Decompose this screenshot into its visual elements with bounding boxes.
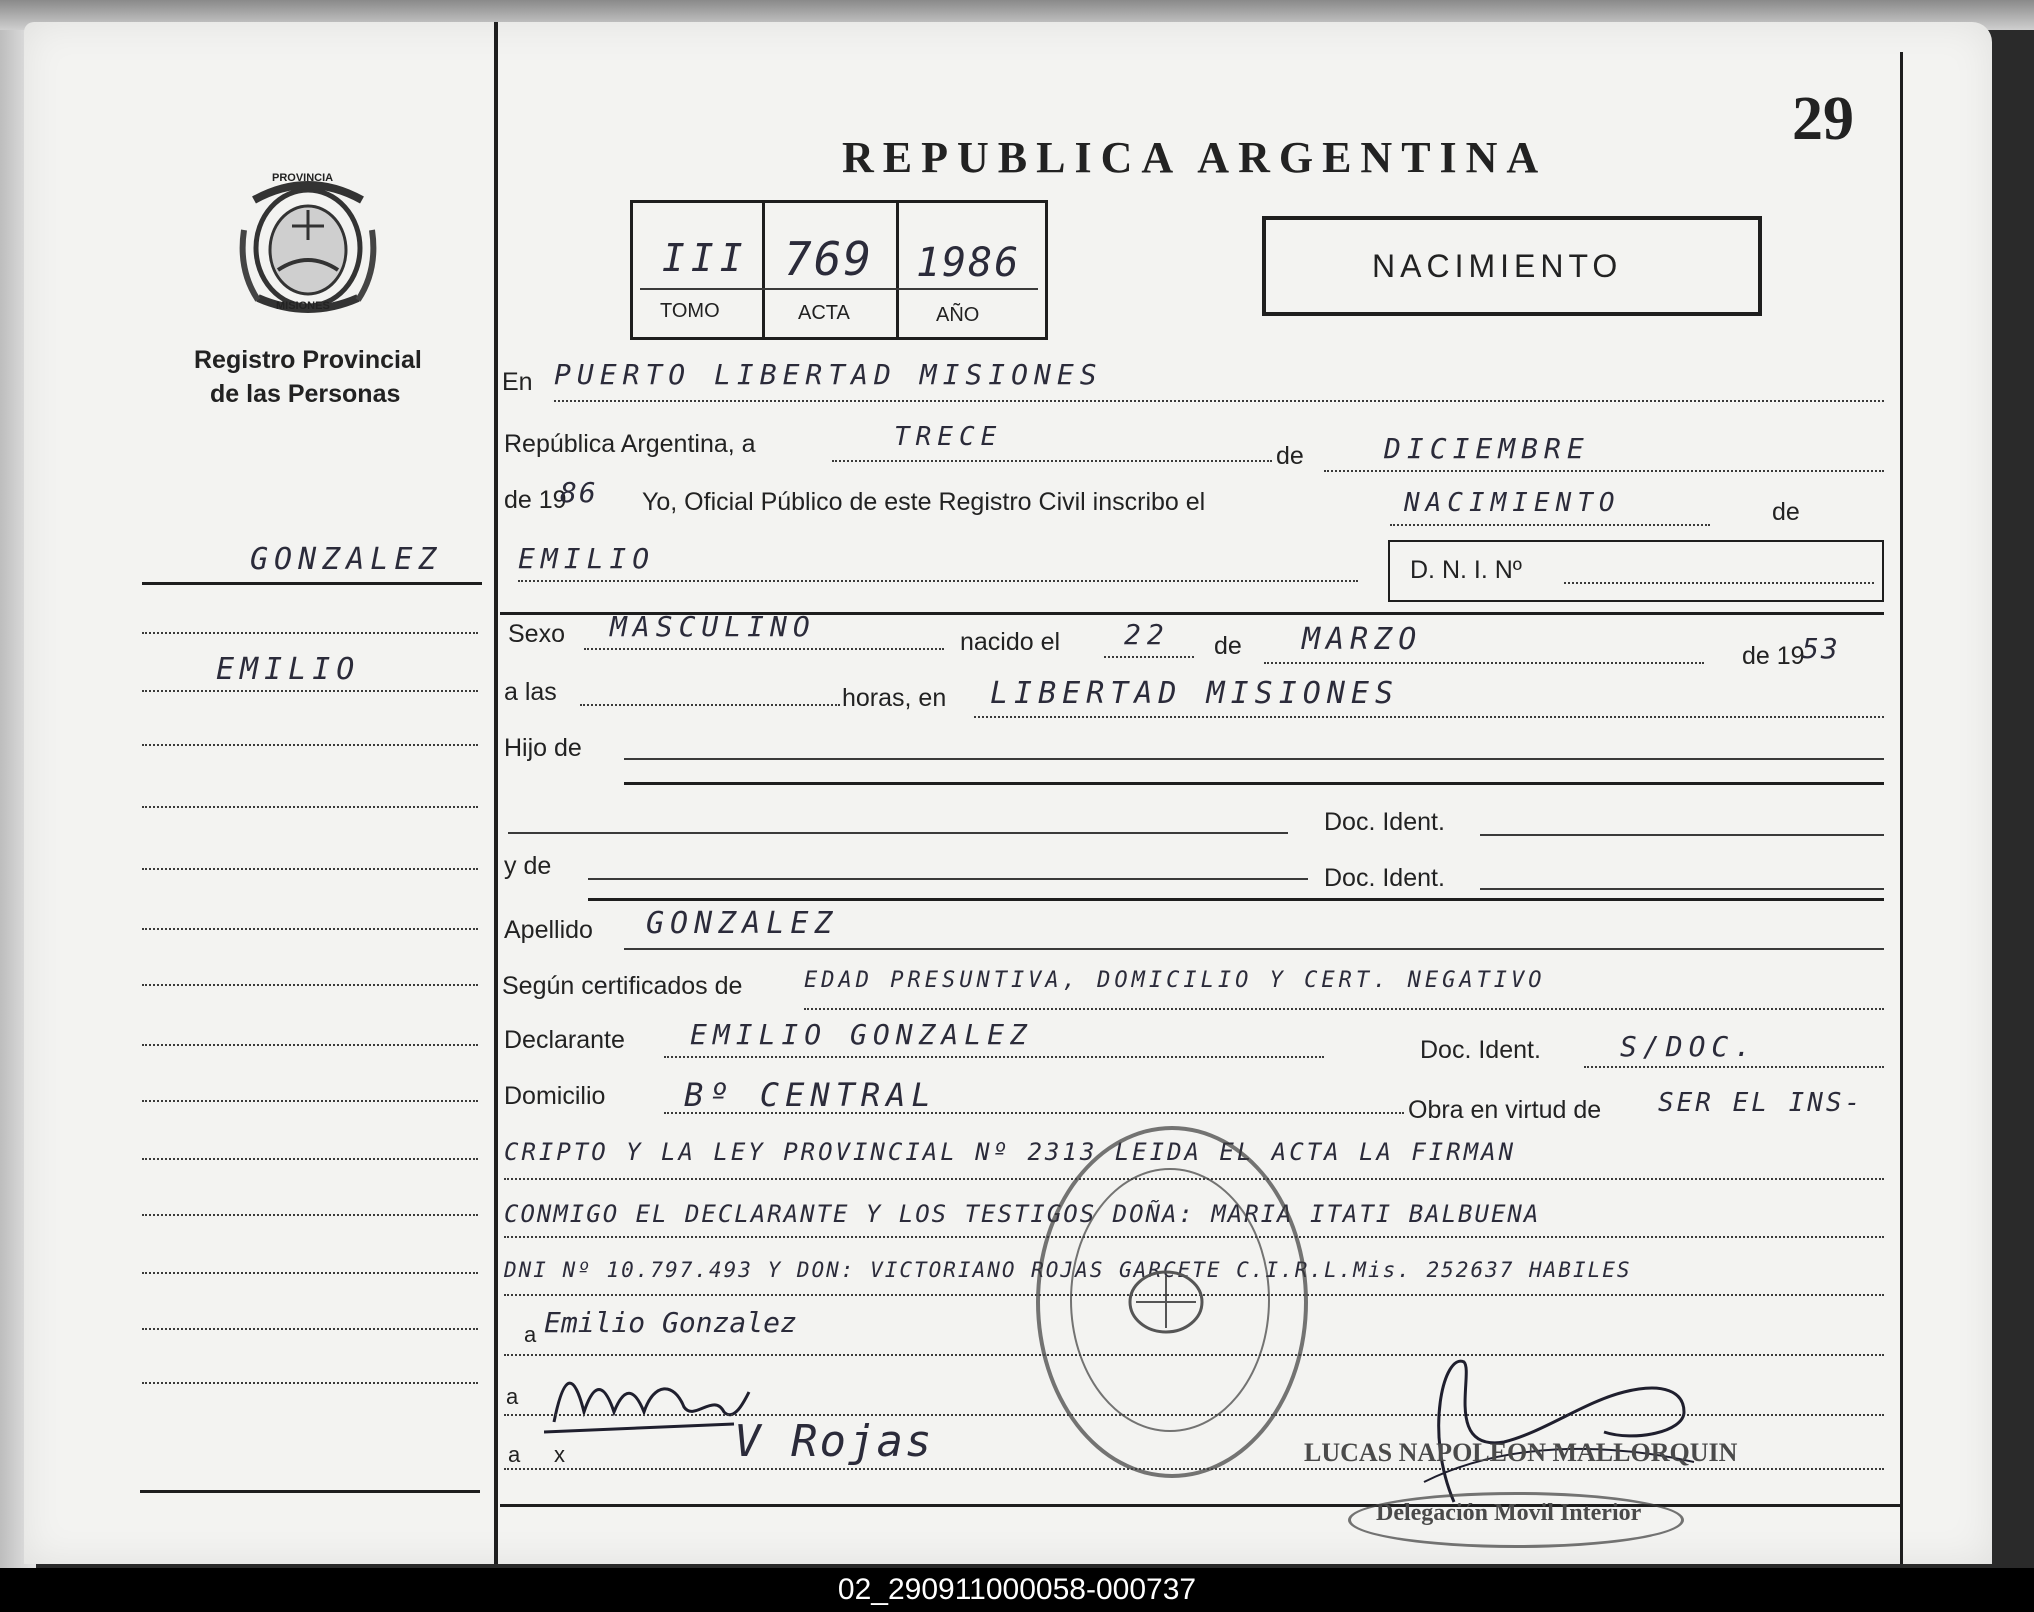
republica-label: República Argentina, a [504,430,756,458]
declarante-doc-value: S/DOC. [1620,1030,1758,1063]
parent2-line [588,878,1308,880]
day-line [832,460,1272,462]
left-line-8 [142,1044,478,1046]
en-value: PUERTO LIBERTAD MISIONES [554,358,1103,391]
dni-label: D. N. I. Nº [1410,556,1522,584]
tomo-label: TOMO [660,300,720,322]
a-las-label: a las [504,678,557,706]
birth-day: 22 [1124,618,1170,651]
obra-label: Obra en virtud de [1408,1096,1602,1124]
notes-line-2: CONMIGO EL DECLARANTE Y LOS TESTIGOS DOÑA: MARIA ITATI BALBUENA [504,1200,1541,1228]
sexo-value: MASCULINO [610,610,816,643]
left-line-4 [142,806,478,808]
left-line-13 [142,1328,478,1330]
apellido-value: GONZALEZ [646,906,839,941]
left-given-name: EMILIO [216,652,361,687]
document-type: NACIMIENTO [1372,248,1623,284]
sexo-label: Sexo [508,620,565,648]
section-rule-2 [624,782,1884,785]
seal-text-top: PROVINCIA [272,172,334,184]
left-line-12 [142,1272,478,1274]
left-line-14 [142,1382,478,1384]
year-prefix: de 19 [504,486,567,514]
doc-ident-line-1 [1480,834,1884,836]
doc-ident-label-2: Doc. Ident. [1324,864,1445,892]
page-number: 29 [1792,85,1854,153]
nacido-label: nacido el [960,628,1061,656]
doc-ident-label-3: Doc. Ident. [1420,1036,1541,1064]
domicilio-line [664,1112,1404,1114]
header-title: REPUBLICA ARGENTINA [842,133,1548,182]
birth-month: MARZO [1302,622,1423,657]
registry-name-line1: Registro Provincial [194,346,422,374]
de-label-2: de [1772,498,1800,526]
hijo-label: Hijo de [504,734,582,762]
left-surname: GONZALEZ [250,542,443,577]
doc-ident-line-2 [1480,888,1884,890]
image-code-footer: 02_290911000058-000737 [0,1568,2034,1612]
hijo-line [624,758,1884,760]
dni-line [1564,582,1874,584]
birth-year-suffix: 53 [1802,632,1840,665]
domicilio-value: Bº CENTRAL [684,1076,937,1114]
official-name: LUCAS NAPOLEON MALLORQUIN [1304,1438,1738,1467]
misiones-seal-icon [234,170,382,320]
sign-prefix-1: a [524,1322,537,1347]
anio-label: AÑO [936,304,980,326]
signature-3: V Rojas [734,1416,934,1467]
birth-year-prefix: de 19 [1742,642,1805,670]
day-value: TRECE [894,422,1003,452]
parent1-line [508,832,1288,834]
left-line-11 [142,1214,478,1216]
official-title-oval [1348,1492,1684,1548]
apellido-line [624,948,1884,950]
right-border-line [1900,52,1903,1564]
en-label: En [502,368,533,396]
event-value: NACIMIENTO [1404,488,1621,518]
place-value: LIBERTAD MISIONES [990,676,1400,711]
stamp-emblem-icon [1116,1262,1216,1342]
statement-text: Yo, Oficial Público de este Registro Civil inscribo el [642,488,1206,516]
anio-value: 1986 [916,240,1021,286]
left-line-2 [142,690,478,692]
notes-line-1: CRIPTO Y LA LEY PROVINCIAL Nº 2313 LEIDA EL ACTA LA FIRMAN [504,1138,1517,1166]
certificate-page [24,22,1992,1564]
declarante-doc-line [1584,1066,1884,1068]
en-line [554,400,1884,402]
notes-line-3: DNI Nº 10.797.493 Y DON: VICTORIANO ROJAS GARCETE C.I.R.L.Mis. 252637 HABILES [504,1258,1632,1282]
sign-prefix-3: a [508,1442,521,1467]
left-line-9 [142,1100,478,1102]
segun-value: EDAD PRESUNTIVA, DOMICILIO Y CERT. NEGATIVO [804,968,1546,993]
segun-label: Según certificados de [502,972,743,1000]
left-line-3 [142,744,478,746]
signature-1: Emilio Gonzalez [544,1306,797,1339]
seal-text-bottom: MISIONES [276,300,330,312]
segun-line [804,1008,1884,1010]
left-surname-rule [142,582,482,585]
sexo-line [584,648,944,650]
left-line-7 [142,984,478,986]
place-line [974,716,1884,718]
birth-day-line [1104,656,1194,658]
acta-value: 769 [784,232,874,286]
declarante-label: Declarante [504,1026,625,1054]
official-title: Delegación Movil Interior [1376,1500,1642,1526]
name-value: EMILIO [518,542,656,575]
acta-label: ACTA [798,302,850,324]
left-line-5 [142,868,478,870]
de-label: de [1276,442,1304,470]
domicilio-label: Domicilio [504,1082,606,1110]
left-line-1 [142,632,478,634]
year-suffix: 86 [560,476,598,509]
event-line [1390,524,1710,526]
month-value: DICIEMBRE [1384,432,1590,465]
hour-line [580,704,840,706]
tomo-value: III [662,236,749,280]
record-value-rule [640,288,1038,290]
y-de-label: y de [504,852,552,880]
obra-value: SER EL INS- [1658,1088,1864,1118]
registry-name-line2: de las Personas [210,380,401,408]
apellido-label: Apellido [504,916,593,944]
signature-2-scribble [544,1362,754,1442]
month-line [1324,470,1884,472]
left-line-10 [142,1158,478,1160]
birth-month-line [1264,662,1704,664]
official-signature-scribble [1384,1332,1744,1512]
left-column-divider [494,22,498,1564]
sign-x: x [554,1442,565,1467]
record-divider-2 [896,200,899,340]
name-line [518,580,1358,582]
left-line-6 [142,928,478,930]
horas-label: horas, en [842,684,947,712]
de-label-3: de [1214,632,1242,660]
doc-ident-label-1: Doc. Ident. [1324,808,1445,836]
declarante-line [664,1056,1324,1058]
record-divider-1 [762,200,765,340]
declarante-value: EMILIO GONZALEZ [690,1018,1033,1051]
section-rule-3 [588,898,1884,901]
sign-prefix-2: a [506,1384,519,1409]
left-bottom-rule [140,1490,480,1493]
